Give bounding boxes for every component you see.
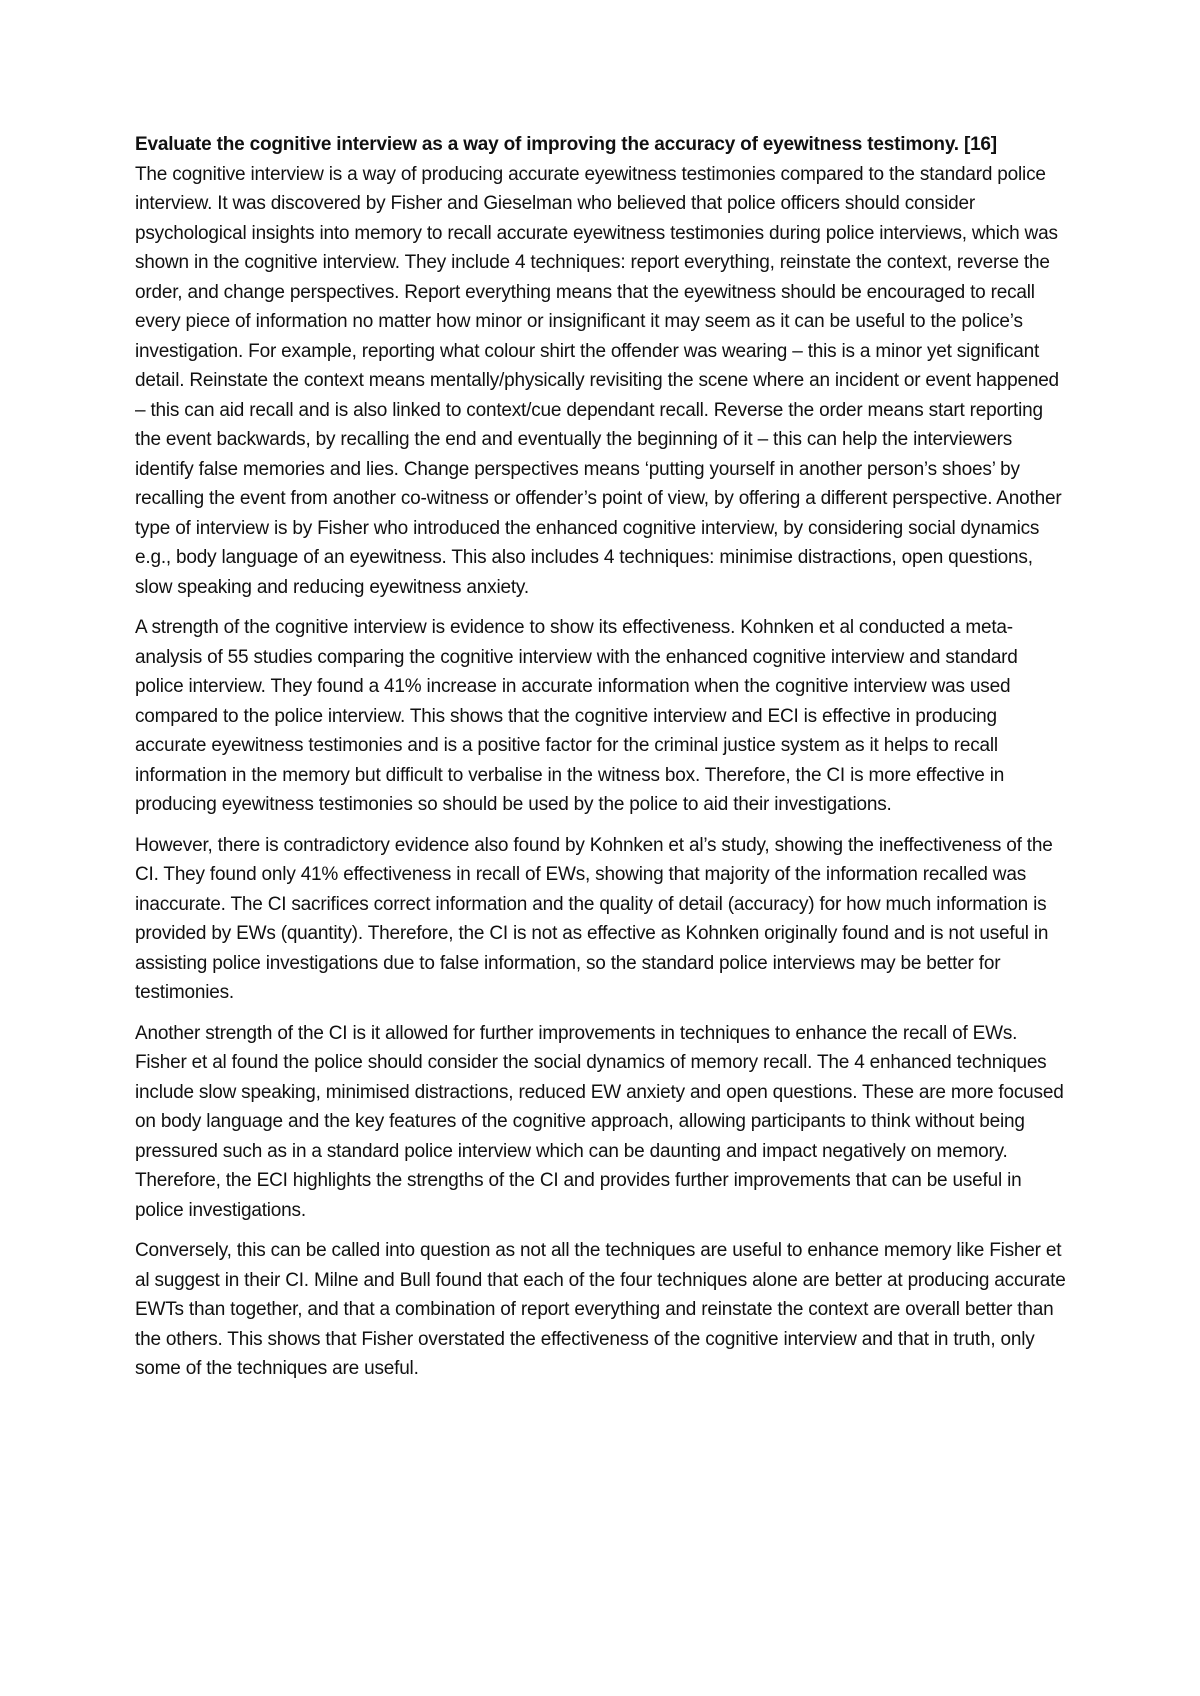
essay-paragraph-4: Another strength of the CI is it allowed for further improvements in techniques to enhance the recall of EWs. Fisher et al found the police should consider the social dynamics of memory recall. The 4 enhanced techniques include slow speaking, minimised distractions, reduced EW anxiety and open questions. These are more focused on body language and the key features of the cognitive approach, allowing participants to think without being pressured such as in a standard police interview which can be daunting and impact negatively on memory. Therefore, the ECI highlights the strengths of the CI and provides further improvements that can be useful in police investigations.: [135, 1022, 1064, 1221]
essay-paragraph-1: The cognitive interview is a way of producing accurate eyewitness testimonies compared to the standard police interview. It was discovered by Fisher and Gieselman who believed that police officers should consider psychological insights into memory to recall accurate eyewitness testimonies during police interviews, which was shown in the cognitive interview. They include 4 techniques: report everything, reinstate the context, reverse the order, and change perspectives. Report everything means that the eyewitness should be encouraged to recall every piece of information no matter how minor or insignificant it may seem as it can be useful to the police’s investigation. For example, reporting what colour shirt the offender was wearing – this is a minor yet significant detail. Reinstate the context means mentally/physically revisiting the scene where an incident or event happened – this can aid recall and is also linked to context/cue dependant recall. Reverse the order means start reporting the event backwards, by recalling the end and eventually the beginning of it – this can help the interviewers identify false memories and lies. Change perspectives means ‘putting yourself in another person’s shoes’ by recalling the event from another co-witness or offender’s point of view, by offering a different perspective. Another type of interview is by Fisher who introduced the enhanced cognitive interview, by considering social dynamics e.g., body language of an eyewitness. This also includes 4 techniques: minimise distractions, open questions, slow speaking and reducing eyewitness anxiety.: [135, 163, 1062, 598]
essay-title: Evaluate the cognitive interview as a way of improving the accuracy of eyewitness testimony. [16]: [135, 134, 997, 155]
essay-paragraph-3: However, there is contradictory evidence also found by Kohnken et al’s study, showing the ineffectiveness of the CI. They found only 41% effectiveness in recall of EWs, showing that majority of the information recalled was inaccurate. The CI sacrifices correct information and the quality of detail (accuracy) for how much information is provided by EWs (quantity). Therefore, the CI is not as effective as Kohnken originally found and is not useful in assisting police investigations due to false information, so the standard police interviews may be better for testimonies.: [135, 834, 1053, 1003]
essay-paragraph-5: Conversely, this can be called into question as not all the techniques are useful to enhance memory like Fisher et al suggest in their CI. Milne and Bull found that each of the four techniques alone are better at producing accurate EWTs than together, and that a combination of report everything and reinstate the context are overall better than the others. This shows that Fisher overstated the effectiveness of the cognitive interview and that in truth, only some of the techniques are useful.: [135, 1240, 1066, 1379]
document-content: [135, 130, 1067, 1384]
essay-paragraph-2: A strength of the cognitive interview is evidence to show its effectiveness. Kohnken et al conducted a meta-analysis of 55 studies comparing the cognitive interview with the enhanced cognitive interview and standard police interview. They found a 41% increase in accurate information when the cognitive interview was used compared to the police interview. This shows that the cognitive interview and ECI is effective in producing accurate eyewitness testimonies and is a positive factor for the criminal justice system as it helps to recall information in the memory but difficult to verbalise in the witness box. Therefore, the CI is more effective in producing eyewitness testimonies so should be used by the police to aid their investigations.: [135, 617, 1018, 815]
